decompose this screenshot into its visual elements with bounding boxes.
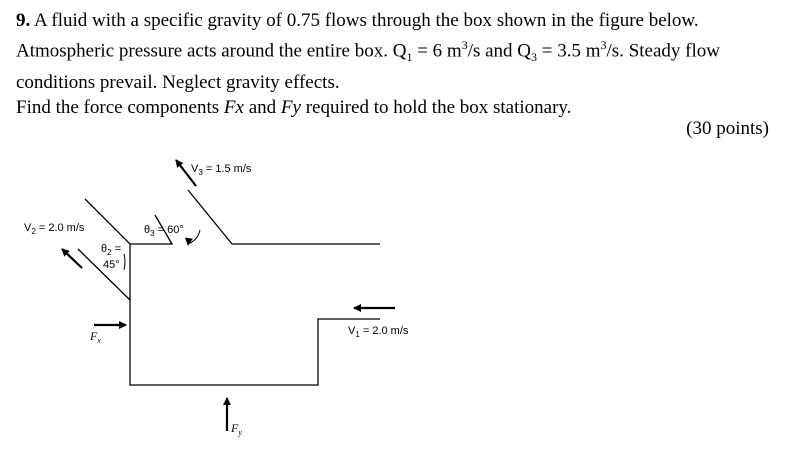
theta3-label: $\theta_3 = 60^\circ$ xyxy=(144,224,184,238)
problem-text: = 3.5 m xyxy=(537,40,601,62)
problem-text: A fluid with a specific gravity of 0.75 flows through the box shown in the figure below. xyxy=(30,10,699,31)
theta2-value: 45° xyxy=(103,259,120,271)
superscript: 3 xyxy=(461,38,468,52)
superscript: 3 xyxy=(600,38,607,52)
fy-label: $F_y$ xyxy=(231,421,242,437)
problem-line-3: conditions prevail. Neglect gravity effects. xyxy=(16,72,340,94)
problem-number: 9. xyxy=(16,10,31,31)
problem-text: /s and Q xyxy=(467,40,532,62)
fy-symbol: Fy xyxy=(280,97,301,119)
fx-label: $F_x$ xyxy=(90,329,101,345)
theta2-label: $\theta_2$ = xyxy=(101,243,122,257)
points-label: (30 points) xyxy=(686,118,769,139)
fx-symbol: Fx xyxy=(223,97,244,119)
problem-text: Atmospheric pressure acts around the entire box. Q xyxy=(16,40,407,62)
v1-label: $V_1 = 2.0$ m/s xyxy=(348,325,409,339)
theta2-arc xyxy=(124,254,125,270)
problem-text: and xyxy=(243,97,281,119)
v2-arrow xyxy=(62,249,82,268)
v3-label: $V_3 = 1.5$ m/s xyxy=(191,163,252,177)
q1-subscript: 1 xyxy=(406,50,413,65)
problem-text: = 6 m xyxy=(412,40,462,62)
problem-text: required to hold the box stationary. xyxy=(300,97,572,119)
v2-label: $V_2 = 2.0$ m/s xyxy=(24,222,85,236)
problem-text: /s. Steady flow xyxy=(606,40,720,62)
box-outline xyxy=(78,190,380,385)
q3-subscript: 3 xyxy=(531,50,538,65)
problem-text: Find the force components xyxy=(16,97,224,119)
theta3-arc xyxy=(188,230,200,244)
